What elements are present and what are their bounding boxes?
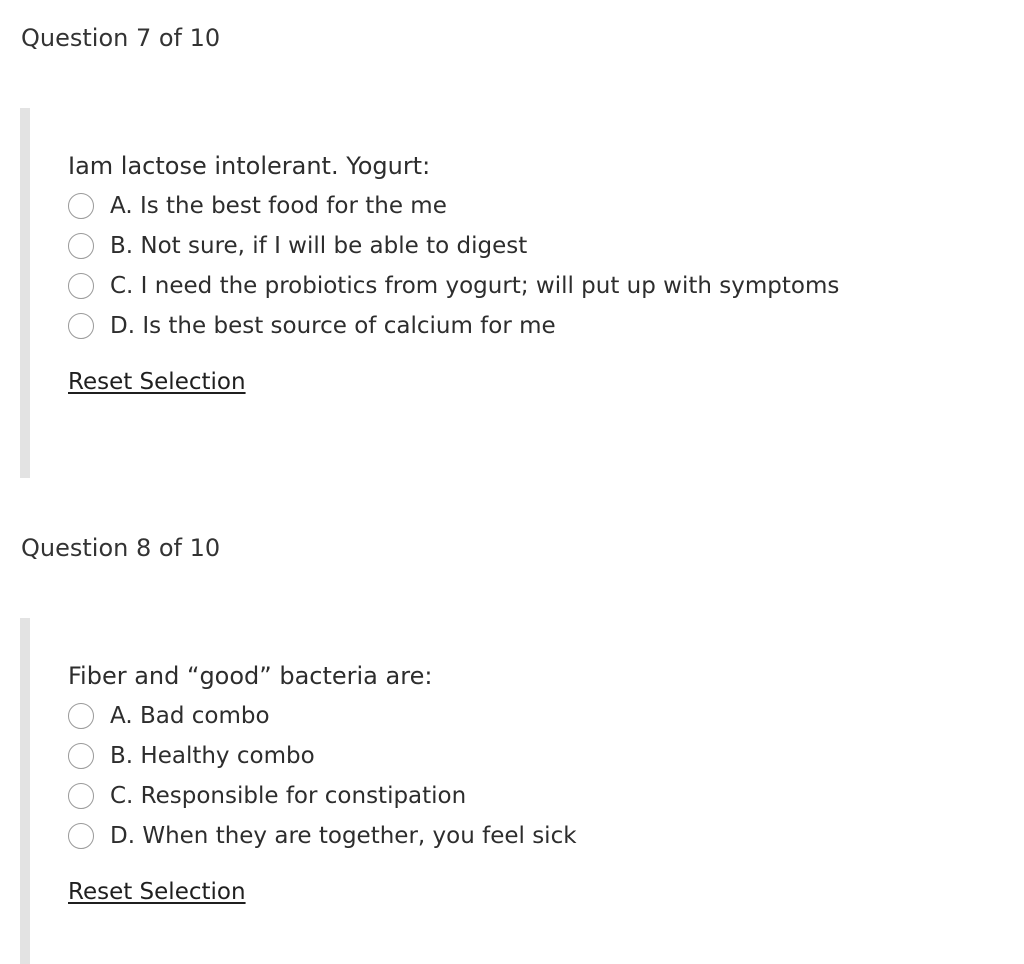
option-label: C. I need the probiotics from yogurt; will put up with symptoms [110, 273, 840, 299]
question-8-option-c[interactable] [68, 776, 466, 816]
question-8-option-b[interactable] [68, 736, 315, 776]
question-8-header: Question 8 of 10 [21, 534, 221, 562]
question-7-option-b[interactable] [68, 226, 527, 266]
question-7-block [20, 108, 920, 478]
option-label: C. Responsible for constipation [110, 783, 467, 809]
radio-button[interactable] [68, 783, 94, 809]
option-label: B. Healthy combo [110, 743, 315, 769]
radio-button[interactable] [68, 233, 94, 259]
question-8-option-a[interactable] [68, 696, 270, 736]
option-label: B. Not sure, if I will be able to digest [110, 233, 528, 259]
question-8-option-d[interactable] [68, 816, 577, 856]
option-label: A. Bad combo [110, 703, 270, 729]
radio-button[interactable] [68, 313, 94, 339]
question-8-reset-selection-link[interactable]: Reset Selection [68, 879, 246, 905]
question-7-option-a[interactable] [68, 186, 447, 226]
option-label: D. Is the best source of calcium for me [110, 313, 556, 339]
question-7-reset-selection-link[interactable]: Reset Selection [68, 369, 246, 395]
question-7-header: Question 7 of 10 [21, 24, 221, 52]
radio-button[interactable] [68, 703, 94, 729]
question-8-prompt: Fiber and “good” bacteria are: [68, 662, 433, 690]
radio-button[interactable] [68, 743, 94, 769]
question-7-option-d[interactable] [68, 306, 556, 346]
option-label: D. When they are together, you feel sick [110, 823, 577, 849]
radio-button[interactable] [68, 193, 94, 219]
question-7-prompt: Iam lactose intolerant. Yogurt: [68, 152, 431, 180]
question-7-option-c[interactable] [68, 266, 839, 306]
question-8-block [20, 618, 920, 964]
radio-button[interactable] [68, 823, 94, 849]
radio-button[interactable] [68, 273, 94, 299]
option-label: A. Is the best food for the me [110, 193, 447, 219]
